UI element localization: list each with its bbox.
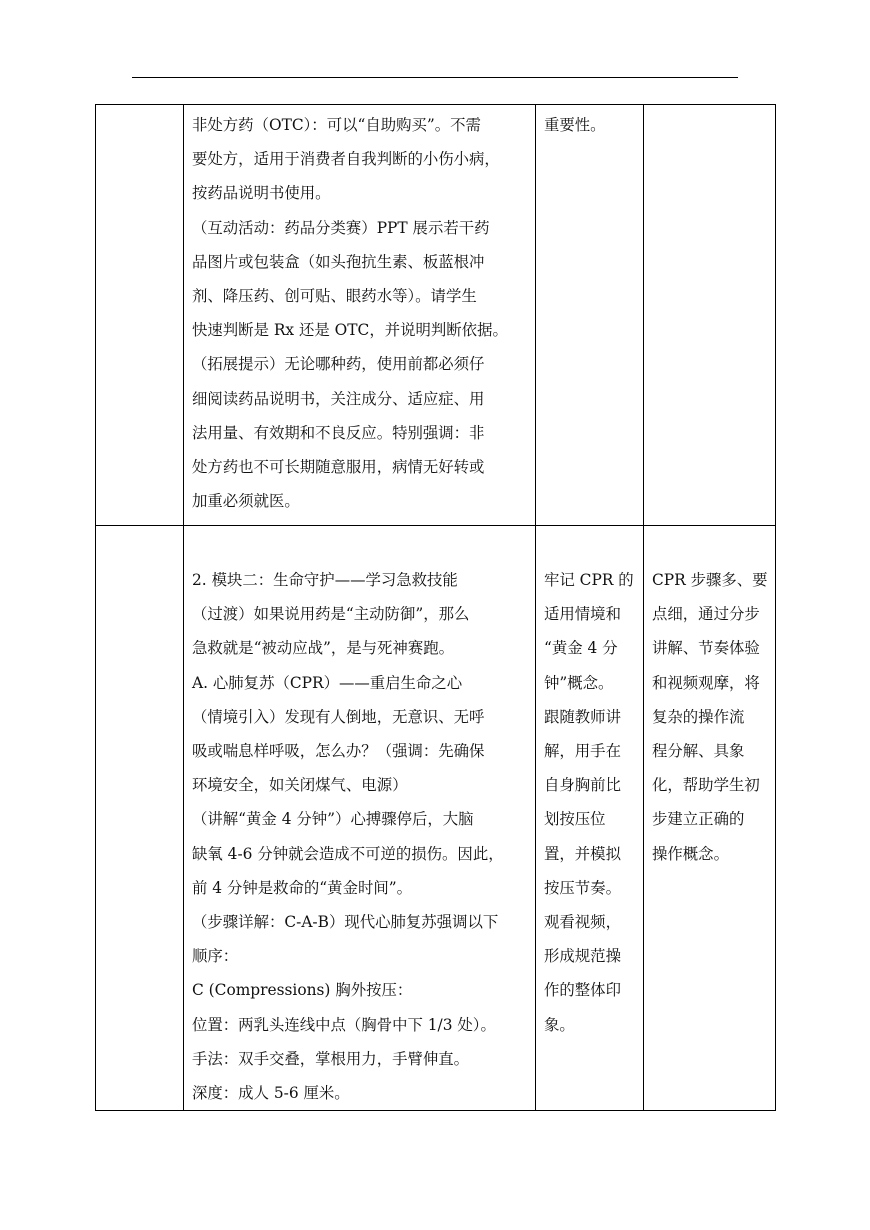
student-activity-line: 重要性。 <box>544 116 606 134</box>
student-activity-line: 观看视频， <box>544 913 621 932</box>
content-line: 品图片或包装盒（如头孢抗生素、板蓝根冲 <box>192 252 485 271</box>
table-row <box>96 526 776 1111</box>
content-line: 剂、降压药、创可贴、眼药水等）。请学生 <box>192 287 477 306</box>
design-intent-line: 步建立正确的 <box>652 810 745 829</box>
content-line: 前 4 分钟是救命的“黄金时间”。 <box>192 878 413 897</box>
empty-cell <box>96 526 184 1111</box>
content-line: 深度：成人 5-6 厘米。 <box>192 1084 350 1103</box>
student-activity-cell <box>536 526 644 1111</box>
content-line: 处方药也不可长期随意服用，病情无好转或 <box>192 458 485 477</box>
content-line: 急救就是“被动应战”，是与死神赛跑。 <box>192 639 454 658</box>
student-activity-line: 解，用手在 <box>544 742 621 761</box>
content-line: 缺氧 4-6 分钟就会造成不可逆的损伤。因此， <box>192 844 504 863</box>
teaching-content-cell <box>184 526 536 1111</box>
header-rule <box>132 77 738 78</box>
content-line: （互动活动：药品分类赛）PPT 展示若干药 <box>192 218 490 237</box>
content-line: 按药品说明书使用。 <box>192 184 331 203</box>
content-line: （过渡）如果说用药是“主动防御”，那么 <box>192 605 470 624</box>
design-intent-line: 和视频观摩，将 <box>652 673 760 692</box>
design-intent-cell <box>644 526 776 1111</box>
student-activity-line: 作的整体印 <box>544 981 621 1000</box>
design-intent-line: 化，帮助学生初 <box>652 776 760 795</box>
content-line: 非处方药（OTC）：可以“自助购买”。不需 <box>192 116 481 134</box>
content-line: 细阅读药品说明书，关注成分、适应症、用 <box>192 389 485 408</box>
content-line: 快速判断是 Rx 还是 OTC，并说明判断依据。 <box>192 321 508 340</box>
student-activity-line: 牢记 CPR 的 <box>544 571 634 589</box>
design-intent-line: 操作概念。 <box>652 844 729 863</box>
student-activity-cell <box>536 105 644 526</box>
content-line: 位置：两乳头连线中点（胸骨中下 1/3 处）。 <box>192 1015 496 1034</box>
content-line: （步骤详解：C-A-B）现代心肺复苏强调以下 <box>192 913 499 932</box>
content-line: 法用量、有效期和不良反应。特别强调：非 <box>192 423 485 442</box>
student-activity-line: 形成规范操 <box>544 947 621 966</box>
content-line: （讲解“黄金 4 分钟”）心搏骤停后，大脑 <box>192 810 474 829</box>
student-activity-line: 自身胸前比 <box>544 776 621 795</box>
student-activity-line: 钟”概念。 <box>544 673 614 692</box>
teaching-content-cell <box>184 105 536 526</box>
content-line: 手法：双手交叠，掌根用力，手臂伸直。 <box>192 1049 470 1068</box>
student-activity-line: “黄金 4 分 <box>544 639 618 658</box>
design-intent-line: 程分解、具象 <box>652 742 745 761</box>
content-line: 要处方，适用于消费者自我判断的小伤小病， <box>192 150 500 169</box>
content-line: （拓展提示）无论哪种药，使用前都必须仔 <box>192 355 485 374</box>
table-row <box>96 105 776 526</box>
content-line: A. 心肺复苏（CPR）——重启生命之心 <box>192 673 463 692</box>
student-activity-line: 象。 <box>544 1015 575 1034</box>
design-intent-line: CPR 步骤多、要 <box>652 571 768 589</box>
content-line: （情境引入）发现有人倒地，无意识、无呼 <box>192 707 485 726</box>
content-line: C (Compressions) 胸外按压： <box>192 981 413 1000</box>
student-activity-line: 跟随教师讲 <box>544 707 621 726</box>
design-intent-cell <box>644 105 776 526</box>
content-line: 加重必须就医。 <box>192 492 300 511</box>
student-activity-line: 划按压位 <box>544 810 606 829</box>
content-line: 吸或喘息样呼吸，怎么办？（强调：先确保 <box>192 742 485 761</box>
design-intent-line: 复杂的操作流 <box>652 707 745 726</box>
design-intent-line: 点细，通过分步 <box>652 605 760 624</box>
empty-cell <box>96 105 184 526</box>
content-line: 顺序： <box>192 947 239 966</box>
student-activity-line: 适用情境和 <box>544 605 621 624</box>
lesson-plan-table <box>95 104 776 1111</box>
student-activity-line: 置，并模拟 <box>544 844 621 863</box>
student-activity-line: 按压节奏。 <box>544 878 621 897</box>
design-intent-line: 讲解、节奏体验 <box>652 639 760 658</box>
content-line: 环境安全，如关闭煤气、电源） <box>192 776 408 795</box>
content-line: 2. 模块二：生命守护——学习急救技能 <box>192 571 458 589</box>
